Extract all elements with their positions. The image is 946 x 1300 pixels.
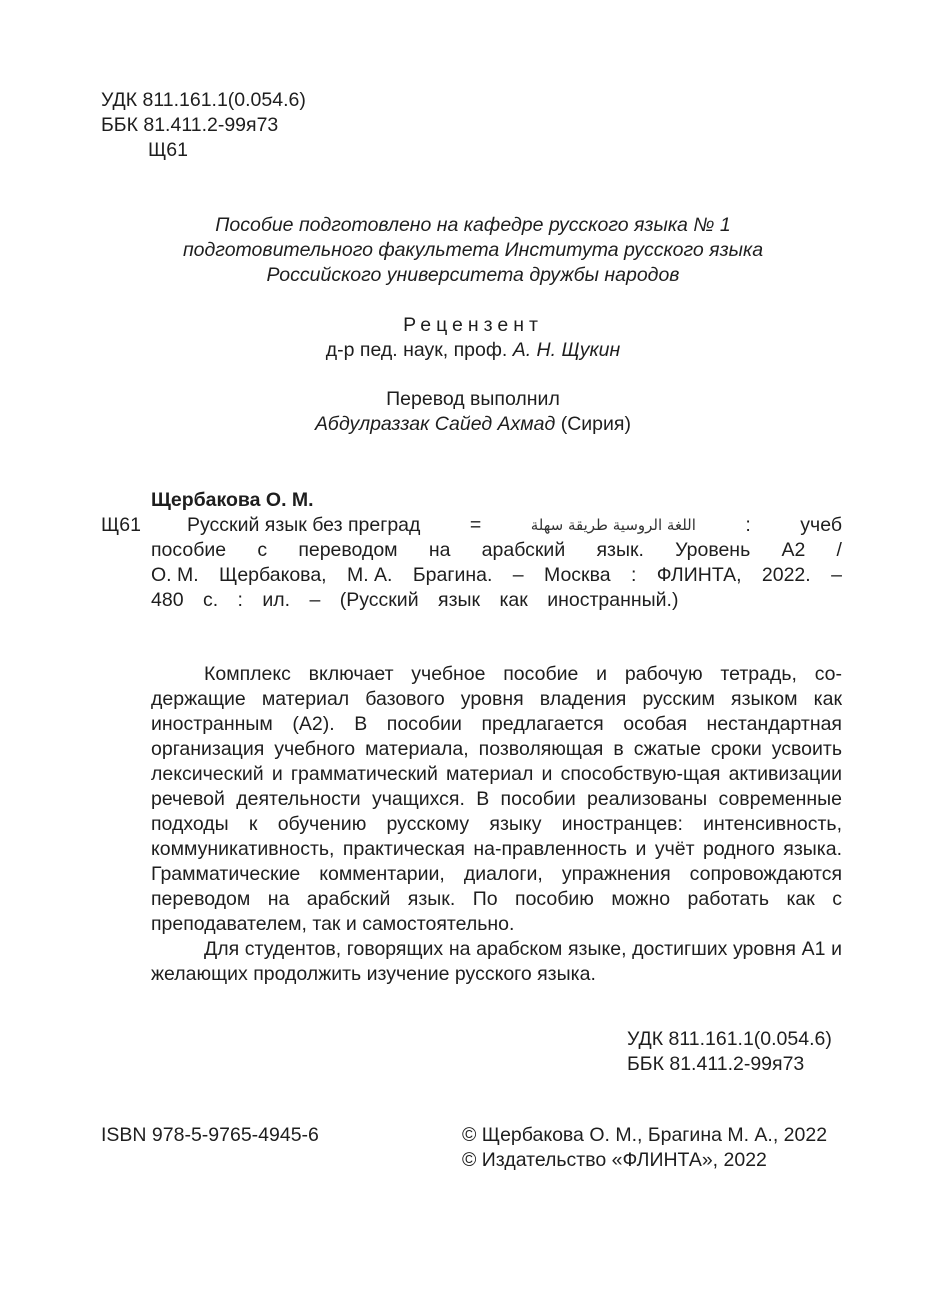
copyright-publisher: © Издательство «ФЛИНТА», 2022 bbox=[462, 1149, 767, 1171]
book-title: Русский язык без преград bbox=[187, 514, 421, 536]
reviewer-title: д-р пед. наук, проф. bbox=[325, 339, 508, 361]
translator-heading: Перевод выполнил bbox=[386, 388, 560, 410]
classification-codes-bottom bbox=[627, 1027, 832, 1077]
bibliography-word: : bbox=[630, 564, 637, 586]
bibliography-line-1 bbox=[151, 513, 842, 538]
annotation bbox=[151, 662, 842, 987]
isbn: ISBN 978-5-9765-4945-6 bbox=[101, 1124, 319, 1146]
bibliography-word: / bbox=[836, 539, 842, 561]
bibliography-word: Брагина. bbox=[412, 564, 493, 586]
bibliography-word: Уровень bbox=[675, 539, 751, 561]
bibliography-author: Щербакова О. М. bbox=[151, 489, 314, 511]
colon-sign: : bbox=[745, 514, 751, 536]
bibliography-word: Щербакова, bbox=[219, 564, 327, 586]
classification-codes-top bbox=[101, 88, 306, 163]
bbk-code-bottom: ББК 81.411.2-99я73 bbox=[627, 1053, 805, 1075]
author-mark: Щ61 bbox=[148, 139, 188, 161]
bibliography-code: Щ61 bbox=[101, 514, 141, 536]
bibliography-line-3 bbox=[151, 563, 842, 588]
reviewer-name: А. Н. Щукин bbox=[512, 339, 621, 361]
bibliography-word: язык. bbox=[596, 539, 644, 561]
annotation-paragraph-2: Для студентов, говорящих на арабском языке, достигших уровня А1 и желающих продолжить изучение русского языка. bbox=[151, 938, 842, 985]
translator-block bbox=[0, 387, 946, 437]
bibliography-line-4 bbox=[151, 588, 842, 613]
bibliography-word: арабский bbox=[481, 539, 566, 561]
udk-code: УДК 811.161.1(0.054.6) bbox=[101, 89, 306, 111]
translator-line bbox=[0, 412, 946, 437]
bbk-code: ББК 81.411.2-99я73 bbox=[101, 114, 279, 136]
annotation-paragraph-1: Комплекс включает учебное пособие и рабочую тетрадь, со-держащие материал базового уровня владения русским языком как иностранным (А2). В пособии предлагается особая нестандартная организация учебного материала, позволяющая в сжатые сроки усвоить лексический и грамматический материал и способствую-щая активизации речевой деятельности учащихся. В пособии реализованы современные подходы к обучению русскому языку иностранцев: интенсивность, коммуникативность, практическая на-правленность и учёт родного языка. Грамматические комментарии, диалоги, упражнения сопровождаются переводом на арабский язык. По пособию можно работать как с преподавателем, так и самостоятельно. bbox=[151, 663, 842, 935]
bibliography-entry bbox=[151, 513, 842, 613]
bibliography-word: А2 bbox=[781, 539, 806, 561]
bibliography-word: М. А. bbox=[346, 564, 393, 586]
book-type-start: учеб bbox=[800, 514, 842, 536]
prepared-note-line: подготовительного факультета Института русского языка bbox=[182, 239, 764, 261]
bibliography-word: пособие bbox=[151, 539, 227, 561]
bibliography-word: с bbox=[257, 539, 268, 561]
equals-sign: = bbox=[469, 514, 482, 536]
bibliography-word: ФЛИНТА, bbox=[656, 564, 742, 586]
udk-code-bottom: УДК 811.161.1(0.054.6) bbox=[627, 1028, 832, 1050]
bibliography-word: Москва bbox=[544, 564, 611, 586]
prepared-note-line: Российского университета дружбы народов bbox=[266, 264, 680, 286]
copyright-block bbox=[462, 1123, 827, 1173]
bibliography-word: переводом bbox=[298, 539, 398, 561]
bibliography-word: 2022. bbox=[761, 564, 811, 586]
arabic-title: اللغة الروسية طريقة سهلة bbox=[530, 516, 696, 534]
translator-country: (Сирия) bbox=[560, 413, 631, 435]
reviewer-line bbox=[0, 338, 946, 363]
prepared-note-line: Пособие подготовлено на кафедре русского языка № 1 bbox=[215, 214, 731, 236]
bibliography-word: на bbox=[428, 539, 451, 561]
bibliography-word: О. М. bbox=[151, 564, 199, 586]
prepared-note bbox=[0, 213, 946, 288]
copyright-authors: © Щербакова О. М., Брагина М. А., 2022 bbox=[462, 1124, 828, 1146]
bibliography-series: 480 с. : ил. – (Русский язык как иностранный.) bbox=[151, 589, 679, 611]
reviewer-block bbox=[0, 313, 946, 363]
reviewer-heading: Рецензент bbox=[403, 314, 543, 336]
bibliography-word: – bbox=[512, 564, 524, 586]
translator-name: Абдулраззак Сайед Ахмад bbox=[315, 413, 556, 435]
bibliography-word: – bbox=[831, 564, 842, 586]
bibliography-line-2 bbox=[151, 538, 842, 563]
